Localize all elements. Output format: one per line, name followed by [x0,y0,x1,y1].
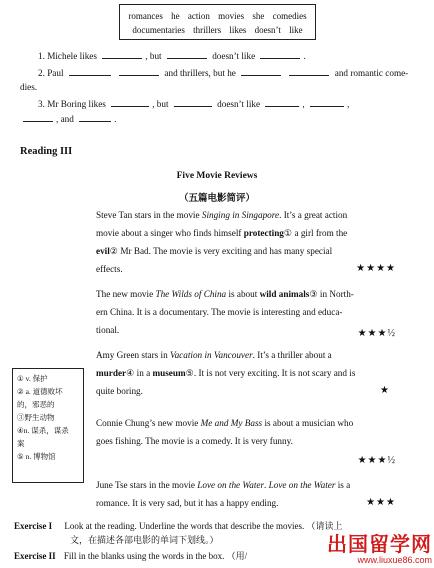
review-2: The new movie The Wilds of China is about wild animals③ in North- ern China. It is a documentary. The movie is interesting and educa- tional. ★★★½ [96,285,396,339]
glossary-box [12,368,84,483]
glossary-item: ④n. 谋杀，谋杀 [17,426,69,435]
question-text: , but [145,51,162,61]
question-text: doesn’t like [212,51,256,61]
word-box [119,4,316,40]
star-rating: ★★★½ [357,328,396,339]
review-3: Amy Green stars in Vacation in Vancouver. It’s a thriller about a murder④ in a museum⑤. It is not very exciting. It is not scary and is quite boring. ★ [96,346,396,400]
reading-title: Five Movie Reviews [176,171,258,181]
exercise-label: Exercise I [14,521,53,531]
answer-blank[interactable] [174,97,212,107]
watermark-url: www.liuxue86.com [357,555,432,565]
movie-title: Love on the Water [197,480,265,490]
reading-subtitle: （五篇电影简评） [178,194,255,204]
question-text: , and [56,114,74,124]
answer-blank[interactable] [119,66,159,76]
review-4: Connie Chung’s new movie Me and My Bass is about a musician who goes fishing. The movie is a comedy. It is very funny. ★★★½ [96,414,396,468]
exercise-label: Exercise II [14,551,56,561]
answer-blank[interactable] [310,97,344,107]
question-1 [38,49,306,63]
answer-blank[interactable] [265,97,299,107]
movie-title: Me and My Bass [200,418,263,428]
star-rating: ★★★½ [357,455,396,466]
question-3-cont [20,112,116,126]
answer-blank[interactable] [102,49,142,59]
vocab-word: evil [96,246,110,256]
vocab-word: murder [96,368,127,378]
word-box-row: romances he action movies she comedies [128,11,307,21]
glossary-item: 案 [17,439,25,448]
answer-blank[interactable] [289,66,329,76]
question-3 [38,97,349,111]
star-rating: ★★★★ [356,263,396,274]
answer-blank[interactable] [167,49,207,59]
question-2 [38,66,408,80]
question-text: 1. Michele likes [38,51,97,61]
question-text: doesn’t like [217,99,261,109]
glossary-item: 的，邪恶的 [17,400,55,409]
glossary-item: ⑤ n. 博物馆 [17,452,56,461]
answer-blank[interactable] [69,66,111,76]
answer-blank[interactable] [23,112,53,122]
question-text: 2. Paul [38,68,64,78]
glossary-item: ① v. 保护 [17,374,48,383]
question-text: , [346,99,350,109]
answer-blank[interactable] [79,112,111,122]
question-text: and romantic come- [334,68,409,78]
watermark [327,528,432,565]
vocab-word: wild animals [259,289,310,299]
watermark-brand: 出国留学网 [327,534,432,556]
vocab-word: museum [152,368,186,378]
glossary-item: ③野生动物 [17,413,55,422]
movie-title: The Wilds of China [155,289,227,299]
answer-blank[interactable] [260,49,300,59]
question-text: . [114,114,117,124]
glossary-item: ② a. 道德败坏 [17,387,63,396]
review-1: Steve Tan stars in the movie Singing in Singapore. It’s a great action movie about a singer who finds himself protecting① a girl from the evil② Mr Bad. The movie is very exciting and has many special effects. ★★★★ [96,206,396,278]
star-rating: ★ [380,385,390,396]
word-box-row: documentaries thrillers likes doesn’t like [132,25,303,35]
question-text: , but [152,99,169,109]
exercise-1-cont: 文，在描述各部电影的单词下划线。） [70,535,219,545]
review-5: June Tse stars in the movie Love on the Water. Love on the Water is a romance. It is very sad, but it has a happy ending. ★★★ [96,476,396,512]
answer-blank[interactable] [111,97,149,107]
movie-title: Love on the Water [268,480,336,490]
star-rating: ★★★ [366,497,396,508]
movie-title: Singing in Singapore [201,210,280,220]
movie-title: Vacation in Vancouver [170,350,253,360]
question-text: dies. [20,82,38,92]
question-text: 3. Mr Boring likes [38,99,106,109]
answer-blank[interactable] [241,66,281,76]
section-heading: Reading III [20,146,73,157]
exercise-1: Exercise I Look at the reading. Underline the words that describe the movies. （请读上 [14,521,343,531]
question-text: , [302,99,305,109]
exercise-2: Exercise II Fill in the blanks using the words in the box. （用/ [14,551,248,561]
vocab-word: protecting [243,228,284,238]
question-2-cont [20,80,37,94]
question-text: and thrillers, but he [164,68,236,78]
question-text: . [303,51,306,61]
